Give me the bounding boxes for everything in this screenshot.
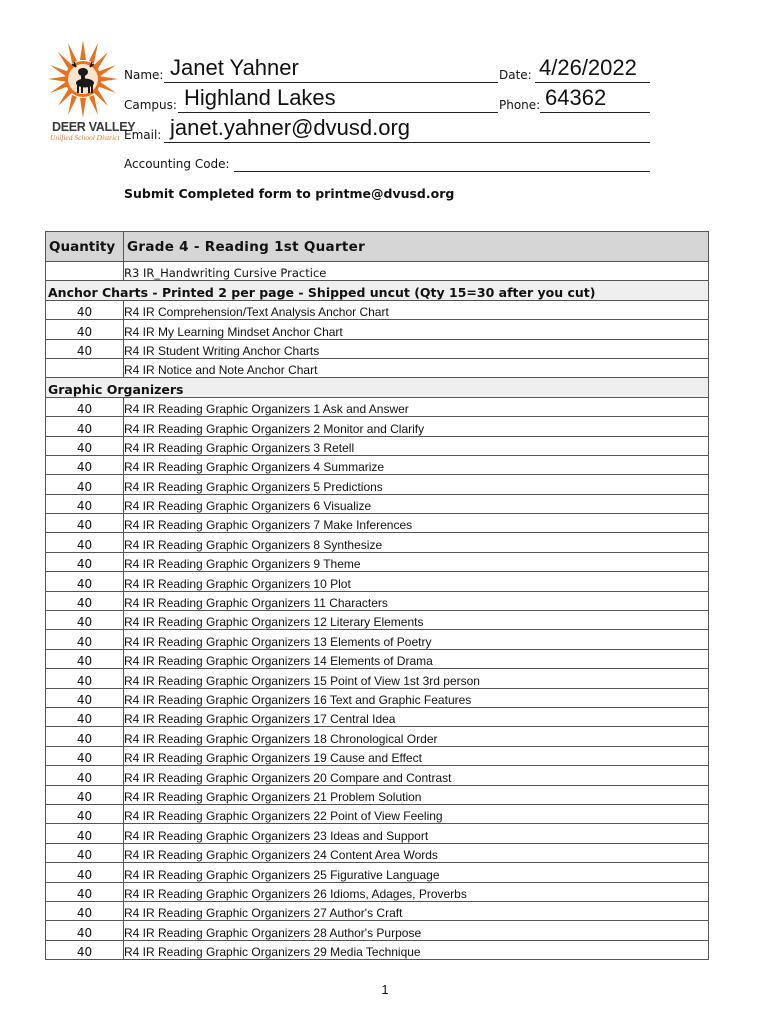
name-underline [164, 82, 498, 83]
quantity-cell[interactable]: 40 [46, 533, 124, 552]
email-field[interactable]: janet.yahner@dvusd.org [170, 115, 411, 140]
date-label: Date: [499, 68, 532, 82]
item-description: R4 IR Reading Graphic Organizers 4 Summarize [124, 455, 709, 474]
table-row [46, 824, 709, 843]
quantity-cell[interactable]: 40 [46, 649, 124, 668]
table-row [46, 533, 709, 552]
quantity-cell[interactable]: 40 [46, 572, 124, 591]
item-description: R3 IR_Handwriting Cursive Practice [124, 262, 709, 281]
email-underline [164, 142, 650, 143]
quantity-cell[interactable]: 40 [46, 727, 124, 746]
item-description: R4 IR Reading Graphic Organizers 12 Literary Elements [124, 611, 709, 630]
campus-underline [178, 112, 498, 113]
section-heading: Graphic Organizers [46, 378, 709, 397]
table-row [46, 475, 709, 494]
table-row [46, 669, 709, 688]
quantity-cell[interactable]: 40 [46, 688, 124, 707]
item-description: R4 IR Reading Graphic Organizers 26 Idioms, Adages, Proverbs [124, 882, 709, 901]
phone-label: Phone: [499, 98, 541, 112]
table-row [46, 707, 709, 726]
section-row-graphic-organizers [46, 378, 709, 397]
date-underline [535, 82, 650, 83]
quantity-cell[interactable]: 40 [46, 397, 124, 416]
table-row [46, 649, 709, 668]
item-description: R4 IR Reading Graphic Organizers 7 Make Inferences [124, 514, 709, 533]
table-row [46, 262, 709, 281]
table-row [46, 591, 709, 610]
quantity-cell[interactable]: 40 [46, 766, 124, 785]
table-row [46, 921, 709, 940]
quantity-cell[interactable]: 40 [46, 901, 124, 920]
item-description: R4 IR Reading Graphic Organizers 17 Central Idea [124, 707, 709, 726]
item-description: R4 IR Reading Graphic Organizers 5 Predictions [124, 475, 709, 494]
table-row [46, 339, 709, 358]
table-row [46, 843, 709, 862]
item-description: R4 IR Reading Graphic Organizers 19 Cause and Effect [124, 746, 709, 765]
table-row [46, 572, 709, 591]
quantity-cell[interactable] [46, 262, 124, 281]
submit-instructions: Submit Completed form to printme@dvusd.org [124, 186, 455, 201]
table-row [46, 940, 709, 959]
table-row [46, 455, 709, 474]
item-description: R4 IR Reading Graphic Organizers 21 Problem Solution [124, 785, 709, 804]
table-row [46, 727, 709, 746]
quantity-cell[interactable]: 40 [46, 843, 124, 862]
item-description: R4 IR Reading Graphic Organizers 22 Point of View Feeling [124, 804, 709, 823]
item-description: R4 IR Reading Graphic Organizers 28 Author's Purpose [124, 921, 709, 940]
table-row [46, 804, 709, 823]
table-row [46, 611, 709, 630]
email-label: Email: [124, 128, 162, 142]
quantity-cell[interactable]: 40 [46, 630, 124, 649]
item-description: R4 IR Reading Graphic Organizers 23 Ideas and Support [124, 824, 709, 843]
item-description: R4 IR Notice and Note Anchor Chart [124, 358, 709, 377]
quantity-cell[interactable] [46, 358, 124, 377]
quantity-cell[interactable]: 40 [46, 300, 124, 319]
campus-field[interactable]: Highland Lakes [184, 85, 336, 110]
phone-underline [540, 112, 650, 113]
quantity-cell[interactable]: 40 [46, 785, 124, 804]
phone-field[interactable]: 64362 [545, 85, 607, 110]
item-description: R4 IR Reading Graphic Organizers 6 Visualize [124, 494, 709, 513]
logo-subtitle: Unified School District [50, 133, 120, 142]
accounting-code-underline [234, 171, 650, 172]
table-row [46, 688, 709, 707]
order-table [45, 231, 709, 960]
item-description: R4 IR Reading Graphic Organizers 3 Retell [124, 436, 709, 455]
item-description: R4 IR Reading Graphic Organizers 18 Chronological Order [124, 727, 709, 746]
item-description: R4 IR Reading Graphic Organizers 11 Characters [124, 591, 709, 610]
table-row [46, 901, 709, 920]
name-label: Name: [124, 68, 164, 82]
item-description: R4 IR Student Writing Anchor Charts [124, 339, 709, 358]
item-description: R4 IR Reading Graphic Organizers 29 Media Technique [124, 940, 709, 959]
date-field[interactable]: 4/26/2022 [539, 55, 637, 80]
quantity-cell[interactable]: 40 [46, 320, 124, 339]
quantity-cell[interactable]: 40 [46, 417, 124, 436]
table-row [46, 785, 709, 804]
quantity-cell[interactable]: 40 [46, 611, 124, 630]
page-number: 1 [381, 982, 389, 997]
quantity-cell[interactable]: 40 [46, 552, 124, 571]
table-row [46, 552, 709, 571]
table-row [46, 320, 709, 339]
item-description: R4 IR Reading Graphic Organizers 13 Elements of Poetry [124, 630, 709, 649]
item-description: R4 IR Reading Graphic Organizers 14 Elements of Drama [124, 649, 709, 668]
quantity-cell[interactable]: 40 [46, 669, 124, 688]
item-description: R4 IR Reading Graphic Organizers 25 Figurative Language [124, 863, 709, 882]
quantity-cell[interactable]: 40 [46, 863, 124, 882]
item-description: R4 IR Reading Graphic Organizers 10 Plot [124, 572, 709, 591]
item-description: R4 IR Reading Graphic Organizers 15 Point of View 1st 3rd person [124, 669, 709, 688]
quantity-cell[interactable]: 40 [46, 475, 124, 494]
item-description: R4 IR Comprehension/Text Analysis Anchor Chart [124, 300, 709, 319]
accounting-code-label: Accounting Code: [124, 157, 230, 171]
item-description: R4 IR Reading Graphic Organizers 1 Ask and Answer [124, 397, 709, 416]
campus-label: Campus: [124, 98, 177, 112]
table-row [46, 766, 709, 785]
quantity-cell[interactable]: 40 [46, 514, 124, 533]
table-row [46, 300, 709, 319]
item-description: R4 IR Reading Graphic Organizers 8 Synthesize [124, 533, 709, 552]
table-row [46, 436, 709, 455]
quantity-cell[interactable]: 40 [46, 591, 124, 610]
table-row [46, 358, 709, 377]
quantity-cell[interactable]: 40 [46, 455, 124, 474]
quantity-cell[interactable]: 40 [46, 804, 124, 823]
table-title-header: Grade 4 - Reading 1st Quarter [124, 232, 709, 262]
table-row [46, 514, 709, 533]
item-description: R4 IR Reading Graphic Organizers 24 Content Area Words [124, 843, 709, 862]
table-row [46, 494, 709, 513]
quantity-cell[interactable]: 40 [46, 494, 124, 513]
quantity-cell[interactable]: 40 [46, 824, 124, 843]
table-row [46, 397, 709, 416]
table-row [46, 882, 709, 901]
quantity-cell[interactable]: 40 [46, 940, 124, 959]
table-row [46, 630, 709, 649]
table-header-row [46, 232, 709, 262]
table-row [46, 417, 709, 436]
quantity-cell[interactable]: 40 [46, 746, 124, 765]
quantity-cell[interactable]: 40 [46, 339, 124, 358]
quantity-column-header: Quantity [46, 232, 124, 262]
item-description: R4 IR Reading Graphic Organizers 20 Compare and Contrast [124, 766, 709, 785]
deer-sun-logo-icon [48, 40, 118, 118]
quantity-cell[interactable]: 40 [46, 921, 124, 940]
item-description: R4 IR Reading Graphic Organizers 16 Text and Graphic Features [124, 688, 709, 707]
logo-title: DEER VALLEY [52, 120, 136, 134]
section-heading: Anchor Charts - Printed 2 per page - Shipped uncut (Qty 15=30 after you cut) [46, 281, 709, 300]
item-description: R4 IR Reading Graphic Organizers 2 Monitor and Clarify [124, 417, 709, 436]
quantity-cell[interactable]: 40 [46, 436, 124, 455]
item-description: R4 IR Reading Graphic Organizers 9 Theme [124, 552, 709, 571]
section-row-anchor-charts [46, 281, 709, 300]
district-logo [44, 40, 120, 118]
table-row [46, 863, 709, 882]
item-description: R4 IR Reading Graphic Organizers 27 Author's Craft [124, 901, 709, 920]
name-field[interactable]: Janet Yahner [170, 55, 299, 80]
quantity-cell[interactable]: 40 [46, 707, 124, 726]
table-row [46, 746, 709, 765]
item-description: R4 IR My Learning Mindset Anchor Chart [124, 320, 709, 339]
quantity-cell[interactable]: 40 [46, 882, 124, 901]
